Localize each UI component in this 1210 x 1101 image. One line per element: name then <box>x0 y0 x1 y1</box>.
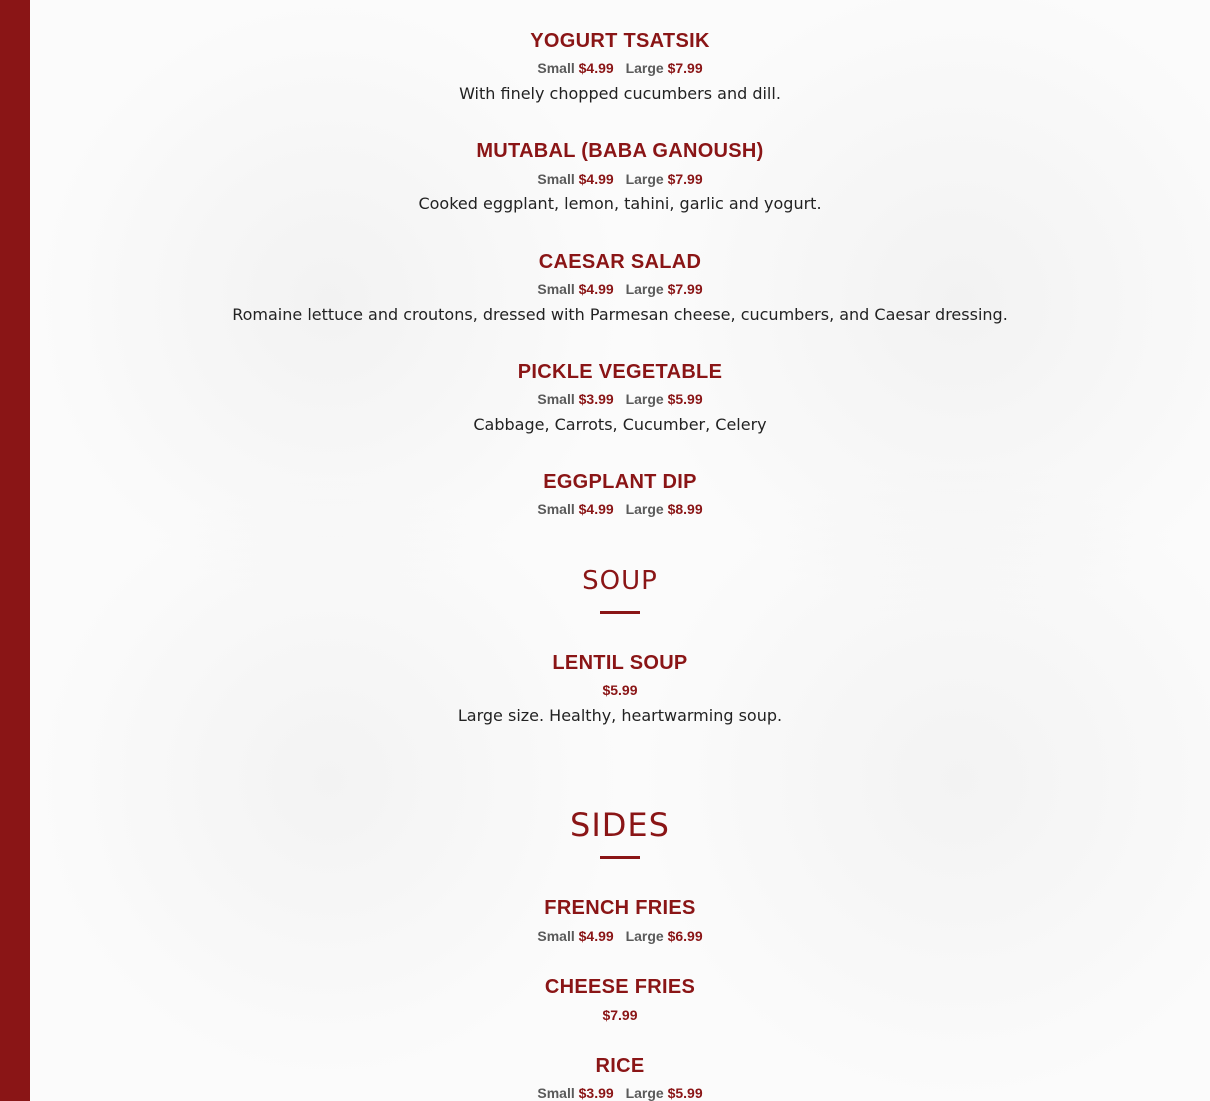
section-title-soup: SOUP <box>582 566 658 596</box>
size-label: Large <box>625 1085 664 1101</box>
menu-item-prices <box>30 927 1210 945</box>
menu-item-description: Cabbage, Carrots, Cucumber, Celery <box>473 415 767 434</box>
price-value: $7.99 <box>602 1007 638 1023</box>
price-value: $7.99 <box>667 281 703 297</box>
price-value: $4.99 <box>578 171 614 187</box>
menu-item-description: Romaine lettuce and croutons, dressed with Parmesan cheese, cucumbers, and Caesar dressing. <box>232 305 1008 324</box>
size-label: Small <box>537 60 575 76</box>
price-value: $8.99 <box>667 501 703 517</box>
price-value: $4.99 <box>578 928 614 944</box>
menu-item-description: Large size. Healthy, heartwarming soup. <box>457 706 783 725</box>
price-value: $6.99 <box>667 928 703 944</box>
size-label: Small <box>537 171 575 187</box>
size-label: Small <box>537 281 575 297</box>
menu-item-prices <box>30 280 1210 298</box>
price-value: $5.99 <box>667 1085 703 1101</box>
size-label: Large <box>625 928 664 944</box>
size-label: Large <box>625 60 664 76</box>
section-divider <box>600 611 640 614</box>
price-value: $5.99 <box>602 682 638 698</box>
size-label: Small <box>537 928 575 944</box>
price-value: $4.99 <box>578 281 614 297</box>
menu-item-prices <box>30 500 1210 518</box>
menu-item-prices <box>30 1006 1210 1024</box>
price-value: $4.99 <box>578 501 614 517</box>
menu-item-name: RICE <box>595 1055 645 1077</box>
menu-item-name: PICKLE VEGETABLE <box>517 361 723 383</box>
price-value: $7.99 <box>667 171 703 187</box>
menu-item-name: YOGURT TSATSIK <box>530 30 710 52</box>
menu-item-prices <box>30 170 1210 188</box>
size-label: Small <box>537 501 575 517</box>
menu-item-description: With finely chopped cucumbers and dill. <box>459 84 781 103</box>
size-label: Small <box>537 391 575 407</box>
price-value: $7.99 <box>667 60 703 76</box>
size-label: Large <box>625 501 664 517</box>
menu-content <box>30 0 1210 1101</box>
price-value: $5.99 <box>667 391 703 407</box>
menu-item-name: EGGPLANT DIP <box>543 471 697 493</box>
size-label: Large <box>625 391 664 407</box>
menu-item-prices <box>30 390 1210 408</box>
menu-item-prices <box>30 59 1210 77</box>
sidebar-accent-bar <box>0 0 30 1101</box>
section-divider <box>600 856 640 859</box>
section-title-sides: SIDES <box>570 806 670 844</box>
menu-item-name: MUTABAL (BABA GANOUSH) <box>476 140 764 162</box>
menu-item-description: Cooked eggplant, lemon, tahini, garlic and yogurt. <box>418 194 822 213</box>
size-label: Large <box>625 281 664 297</box>
menu-item-prices <box>30 1084 1210 1101</box>
price-value: $3.99 <box>578 1085 614 1101</box>
menu-item-name: CAESAR SALAD <box>538 251 702 273</box>
price-value: $3.99 <box>578 391 614 407</box>
size-label: Small <box>537 1085 575 1101</box>
price-value: $4.99 <box>578 60 614 76</box>
menu-item-name: CHEESE FRIES <box>544 976 696 998</box>
menu-item-name: FRENCH FRIES <box>544 897 696 919</box>
menu-item-prices <box>30 681 1210 699</box>
size-label: Large <box>625 171 664 187</box>
menu-item-name: LENTIL SOUP <box>552 652 688 674</box>
